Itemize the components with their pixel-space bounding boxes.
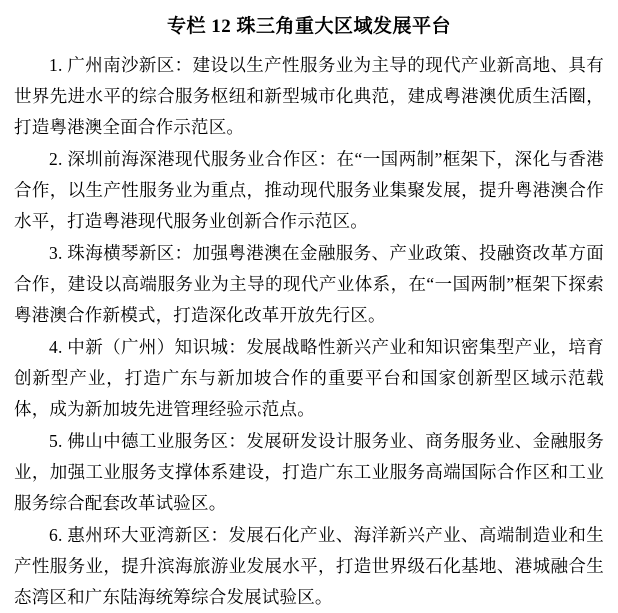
paragraph-6 (14, 520, 604, 613)
paragraph-2-text: 2. 深圳前海深港现代服务业合作区：在“一国两制”框架下，深化与香港合作，以生产性服务业为重点，推动现代服务业集聚发展，提升粤港澳合作水平，打造粤港现代服务业创新合作示范区。 (14, 149, 604, 231)
paragraph-1 (14, 50, 604, 143)
paragraph-2 (14, 144, 604, 237)
paragraph-5 (14, 426, 604, 519)
paragraph-1-text: 1. 广州南沙新区：建设以生产性服务业为主导的现代产业新高地、具有世界先进水平的综合服务枢纽和新型城市化典范，建成粤港澳优质生活圈，打造粤港澳全面合作示范区。 (14, 55, 604, 137)
paragraph-4 (14, 332, 604, 425)
page-title: 专栏 12 珠三角重大区域发展平台 (166, 16, 451, 37)
paragraph-6-text: 6. 惠州环大亚湾新区：发展石化产业、海洋新兴产业、高端制造业和生产性服务业，提升滨海旅游业发展水平，打造世界级石化基地、港城融合生态湾区和广东陆海统筹综合发展试验区。 (14, 525, 604, 607)
paragraph-3 (14, 238, 604, 331)
paragraph-5-text: 5. 佛山中德工业服务区：发展研发设计服务业、商务服务业、金融服务业，加强工业服务支撑体系建设，打造广东工业服务高端国际合作区和工业服务综合配套改革试验区。 (14, 431, 604, 513)
paragraph-3-text: 3. 珠海横琴新区：加强粤港澳在金融服务、产业政策、投融资改革方面合作，建设以高端服务业为主导的现代产业体系，在“一国两制”框架下探索粤港澳合作新模式，打造深化改革开放先行区。 (14, 243, 604, 325)
paragraph-4-text: 4. 中新（广州）知识城：发展战略性新兴产业和知识密集型产业，培育创新型产业，打造广东与新加坡合作的重要平台和国家创新型区域示范载体，成为新加坡先进管理经验示范点。 (14, 337, 604, 419)
